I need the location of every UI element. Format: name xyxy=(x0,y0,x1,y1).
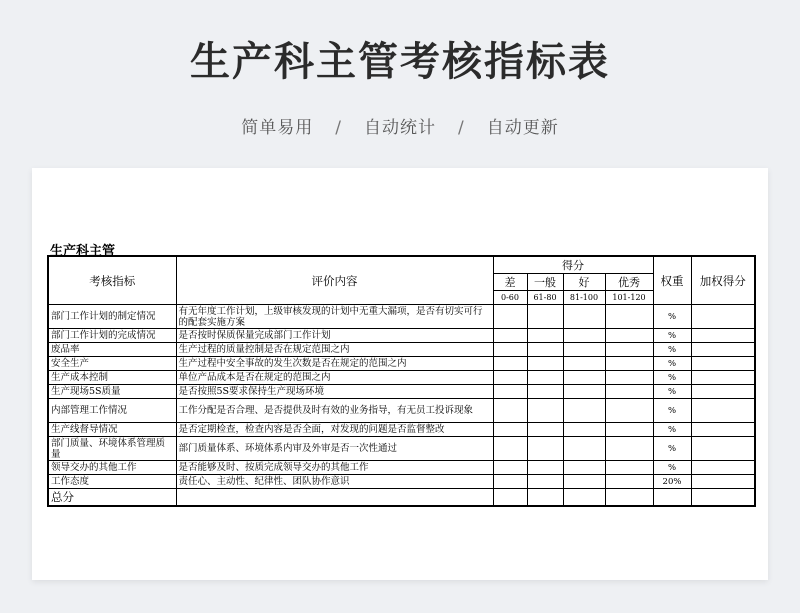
content-cell: 生产过程中安全事故的发生次数是否在规定的范围之内 xyxy=(176,357,493,371)
col-header-weight: 权重 xyxy=(653,256,691,305)
score-cell-poor[interactable] xyxy=(493,371,527,385)
grade-label-average: 一般 xyxy=(527,274,563,291)
col-header-content: 评价内容 xyxy=(176,256,493,305)
weighted-score-cell[interactable] xyxy=(691,357,755,371)
score-cell-excellent[interactable] xyxy=(605,357,653,371)
content-cell: 是否按照5S要求保持生产现场环境 xyxy=(176,385,493,399)
score-cell-poor[interactable] xyxy=(493,437,527,461)
total-cell[interactable] xyxy=(691,489,755,507)
table-row xyxy=(48,461,755,475)
grade-label-good: 好 xyxy=(563,274,605,291)
indicator-cell: 领导交办的其他工作 xyxy=(48,461,176,475)
content-cell: 是否能够及时、按质完成领导交办的其他工作 xyxy=(176,461,493,475)
weighted-score-cell[interactable] xyxy=(691,343,755,357)
score-cell-excellent[interactable] xyxy=(605,461,653,475)
score-cell-poor[interactable] xyxy=(493,385,527,399)
table-row xyxy=(48,423,755,437)
content-cell: 有无年度工作计划，上级审核发现的计划中无重大漏项，是否有切实可行的配套实施方案 xyxy=(176,305,493,329)
indicator-cell: 废品率 xyxy=(48,343,176,357)
table-row xyxy=(48,329,755,343)
table-row xyxy=(48,385,755,399)
content-cell: 部门质量体系、环境体系内审及外审是否一次性通过 xyxy=(176,437,493,461)
weighted-score-cell[interactable] xyxy=(691,399,755,423)
grade-range-poor: 0-60 xyxy=(493,291,527,305)
score-cell-average[interactable] xyxy=(527,343,563,357)
score-cell-good[interactable] xyxy=(563,357,605,371)
col-header-indicator: 考核指标 xyxy=(48,256,176,305)
score-cell-excellent[interactable] xyxy=(605,437,653,461)
score-cell-average[interactable] xyxy=(527,423,563,437)
total-cell[interactable] xyxy=(176,489,493,507)
score-cell-poor[interactable] xyxy=(493,357,527,371)
page-title: 生产科主管考核指标表 xyxy=(190,39,610,85)
subtitle-item-auto-update: 自动更新 xyxy=(486,118,559,138)
score-cell-excellent[interactable] xyxy=(605,343,653,357)
score-cell-good[interactable] xyxy=(563,475,605,489)
score-cell-poor[interactable] xyxy=(493,475,527,489)
score-cell-average[interactable] xyxy=(527,461,563,475)
col-header-weighted-score: 加权得分 xyxy=(691,256,755,305)
sheet-title: 生产科主管 xyxy=(50,244,116,259)
grade-range-good: 81-100 xyxy=(563,291,605,305)
total-cell[interactable] xyxy=(563,489,605,507)
score-cell-good[interactable] xyxy=(563,305,605,329)
weight-cell: 20% xyxy=(653,475,691,489)
score-cell-excellent[interactable] xyxy=(605,423,653,437)
weight-cell: % xyxy=(653,423,691,437)
grade-range-excellent: 101-120 xyxy=(605,291,653,305)
indicator-cell: 内部管理工作情况 xyxy=(48,399,176,423)
score-cell-excellent[interactable] xyxy=(605,329,653,343)
indicator-cell: 生产现场5S质量 xyxy=(48,385,176,399)
indicator-cell: 部门工作计划的完成情况 xyxy=(48,329,176,343)
subtitle xyxy=(0,113,800,138)
subtitle-separator: / xyxy=(335,118,342,138)
score-cell-poor[interactable] xyxy=(493,329,527,343)
indicator-cell: 部门质量、环境体系管理质量 xyxy=(48,437,176,461)
spreadsheet-preview xyxy=(32,168,768,580)
indicator-cell: 生产线督导情况 xyxy=(48,423,176,437)
table-row xyxy=(48,357,755,371)
table-row xyxy=(48,343,755,357)
indicator-cell: 部门工作计划的制定情况 xyxy=(48,305,176,329)
table-row xyxy=(48,371,755,385)
score-cell-excellent[interactable] xyxy=(605,399,653,423)
subtitle-separator: / xyxy=(458,118,465,138)
score-cell-poor[interactable] xyxy=(493,305,527,329)
weight-cell: % xyxy=(653,385,691,399)
weight-cell: % xyxy=(653,461,691,475)
content-cell: 生产过程的质量控制是否在规定范围之内 xyxy=(176,343,493,357)
kpi-table xyxy=(47,255,756,507)
score-cell-poor[interactable] xyxy=(493,423,527,437)
total-cell[interactable] xyxy=(493,489,527,507)
score-cell-good[interactable] xyxy=(563,399,605,423)
score-cell-good[interactable] xyxy=(563,385,605,399)
weighted-score-cell[interactable] xyxy=(691,461,755,475)
indicator-cell: 生产成本控制 xyxy=(48,371,176,385)
score-cell-good[interactable] xyxy=(563,437,605,461)
grade-label-excellent: 优秀 xyxy=(605,274,653,291)
weighted-score-cell[interactable] xyxy=(691,423,755,437)
indicator-cell: 工作态度 xyxy=(48,475,176,489)
score-cell-excellent[interactable] xyxy=(605,475,653,489)
table-row xyxy=(48,437,755,461)
weight-cell: % xyxy=(653,371,691,385)
weight-cell: % xyxy=(653,437,691,461)
indicator-cell: 安全生产 xyxy=(48,357,176,371)
total-cell[interactable] xyxy=(605,489,653,507)
table-row xyxy=(48,399,755,423)
total-cell[interactable] xyxy=(527,489,563,507)
score-cell-good[interactable] xyxy=(563,343,605,357)
weight-cell: % xyxy=(653,329,691,343)
total-label: 总分 xyxy=(48,489,176,507)
score-cell-average[interactable] xyxy=(527,475,563,489)
score-cell-poor[interactable] xyxy=(493,461,527,475)
weighted-score-cell[interactable] xyxy=(691,371,755,385)
weight-cell: % xyxy=(653,343,691,357)
score-cell-excellent[interactable] xyxy=(605,305,653,329)
weight-cell: % xyxy=(653,357,691,371)
score-cell-poor[interactable] xyxy=(493,399,527,423)
weighted-score-cell[interactable] xyxy=(691,305,755,329)
score-cell-good[interactable] xyxy=(563,423,605,437)
weight-cell: % xyxy=(653,399,691,423)
weighted-score-cell[interactable] xyxy=(691,385,755,399)
score-cell-good[interactable] xyxy=(563,461,605,475)
weighted-score-cell[interactable] xyxy=(691,437,755,461)
content-cell: 单位产品成本是否在规定的范围之内 xyxy=(176,371,493,385)
total-row xyxy=(48,489,755,507)
score-cell-good[interactable] xyxy=(563,371,605,385)
subtitle-item-auto-stats: 自动统计 xyxy=(364,118,436,138)
score-cell-poor[interactable] xyxy=(493,343,527,357)
weighted-score-cell[interactable] xyxy=(691,329,755,343)
score-cell-average[interactable] xyxy=(527,385,563,399)
score-cell-excellent[interactable] xyxy=(605,385,653,399)
table-row xyxy=(48,305,755,329)
weighted-score-cell[interactable] xyxy=(691,475,755,489)
subtitle-item-easy: 简单易用 xyxy=(241,118,314,138)
content-cell: 工作分配是否合理、是否提供及时有效的业务指导，有无员工投诉现象 xyxy=(176,399,493,423)
total-cell[interactable] xyxy=(653,489,691,507)
grade-label-poor: 差 xyxy=(493,274,527,291)
table-row xyxy=(48,475,755,489)
score-cell-average[interactable] xyxy=(527,329,563,343)
content-cell: 是否按时保质保量完成部门工作计划 xyxy=(176,329,493,343)
score-cell-average[interactable] xyxy=(527,357,563,371)
score-cell-excellent[interactable] xyxy=(605,371,653,385)
score-cell-good[interactable] xyxy=(563,329,605,343)
score-cell-average[interactable] xyxy=(527,437,563,461)
score-cell-average[interactable] xyxy=(527,305,563,329)
content-cell: 是否定期检查，检查内容是否全面，对发现的问题是否监督整改 xyxy=(176,423,493,437)
col-header-score: 得分 xyxy=(493,256,653,274)
grade-range-average: 61-80 xyxy=(527,291,563,305)
content-cell: 责任心、主动性、纪律性、团队协作意识 xyxy=(176,475,493,489)
score-cell-average[interactable] xyxy=(527,399,563,423)
weight-cell: % xyxy=(653,305,691,329)
score-cell-average[interactable] xyxy=(527,371,563,385)
